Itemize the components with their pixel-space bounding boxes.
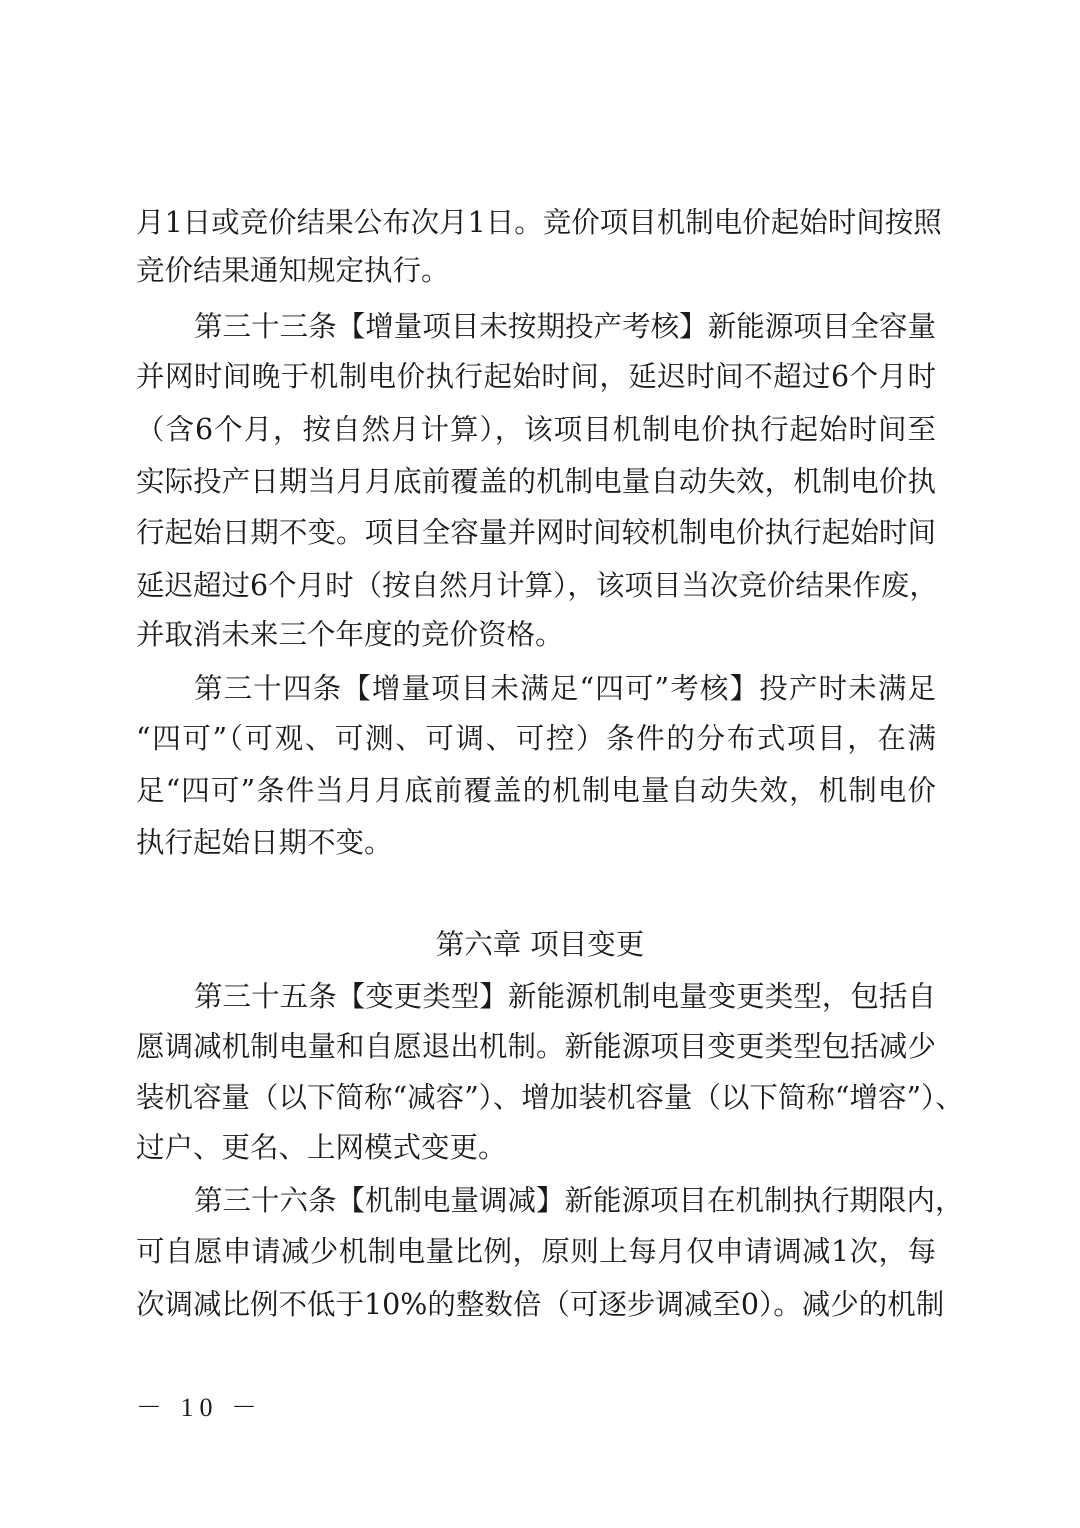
text-line: 竞价结果通知规定执行。 [136,254,450,287]
chapter-heading: 第六章 项目变更 [435,928,645,961]
text-line: 行起始日期不变。项目全容量并网时间较机制电价执行起始时间 [136,516,936,549]
text-line: 执行起始日期不变。 [136,826,393,859]
text-line: 月1日或竞价结果公布次月1日。竞价项目机制电价起始时间按照 [136,206,942,239]
text-line: 过户、更名、上网模式变更。 [136,1131,507,1164]
text-line: 并网时间晚于机制电价执行起始时间，延迟时间不超过6个月时 [136,360,936,393]
text-line: 愿调减机制电量和自愿退出机制。新能源项目变更类型包括减少 [136,1030,936,1063]
article-33-first-line: 第三十三条【增量项目未按期投产考核】新能源项目全容量 [194,310,936,343]
text-line: （含6个月，按自然月计算），该项目机制电价执行起始时间至 [136,413,936,446]
text-line: 可自愿申请减少机制电量比例，原则上每月仅申请调减1次，每 [136,1235,936,1268]
article-35-first-line: 第三十五条【变更类型】新能源机制电量变更类型，包括自 [194,980,936,1013]
text-line: 实际投产日期当月月底前覆盖的机制电量自动失效，机制电价执 [136,465,936,498]
text-line: “四可”（可观、可测、可调、可控）条件的分布式项目，在满 [136,722,936,755]
text-line: 延迟超过6个月时（按自然月计算），该项目当次竞价结果作废， [136,569,938,602]
article-34-first-line: 第三十四条【增量项目未满足“四可”考核】投产时未满足 [194,672,936,705]
text-line: 并取消未来三个年度的竞价资格。 [136,618,564,651]
text-line: 足“四可”条件当月月底前覆盖的机制电量自动失效，机制电价 [136,774,936,807]
text-line: 装机容量（以下简称“减容”）、增加装机容量（以下简称“增容”）、 [136,1081,964,1114]
page-number: － 10 － [136,1393,264,1422]
text-line: 次调减比例不低于10%的整数倍（可逐步调减至0）。减少的机制 [136,1288,945,1321]
article-36-first-line: 第三十六条【机制电量调减】新能源项目在机制执行期限内， [194,1184,964,1217]
